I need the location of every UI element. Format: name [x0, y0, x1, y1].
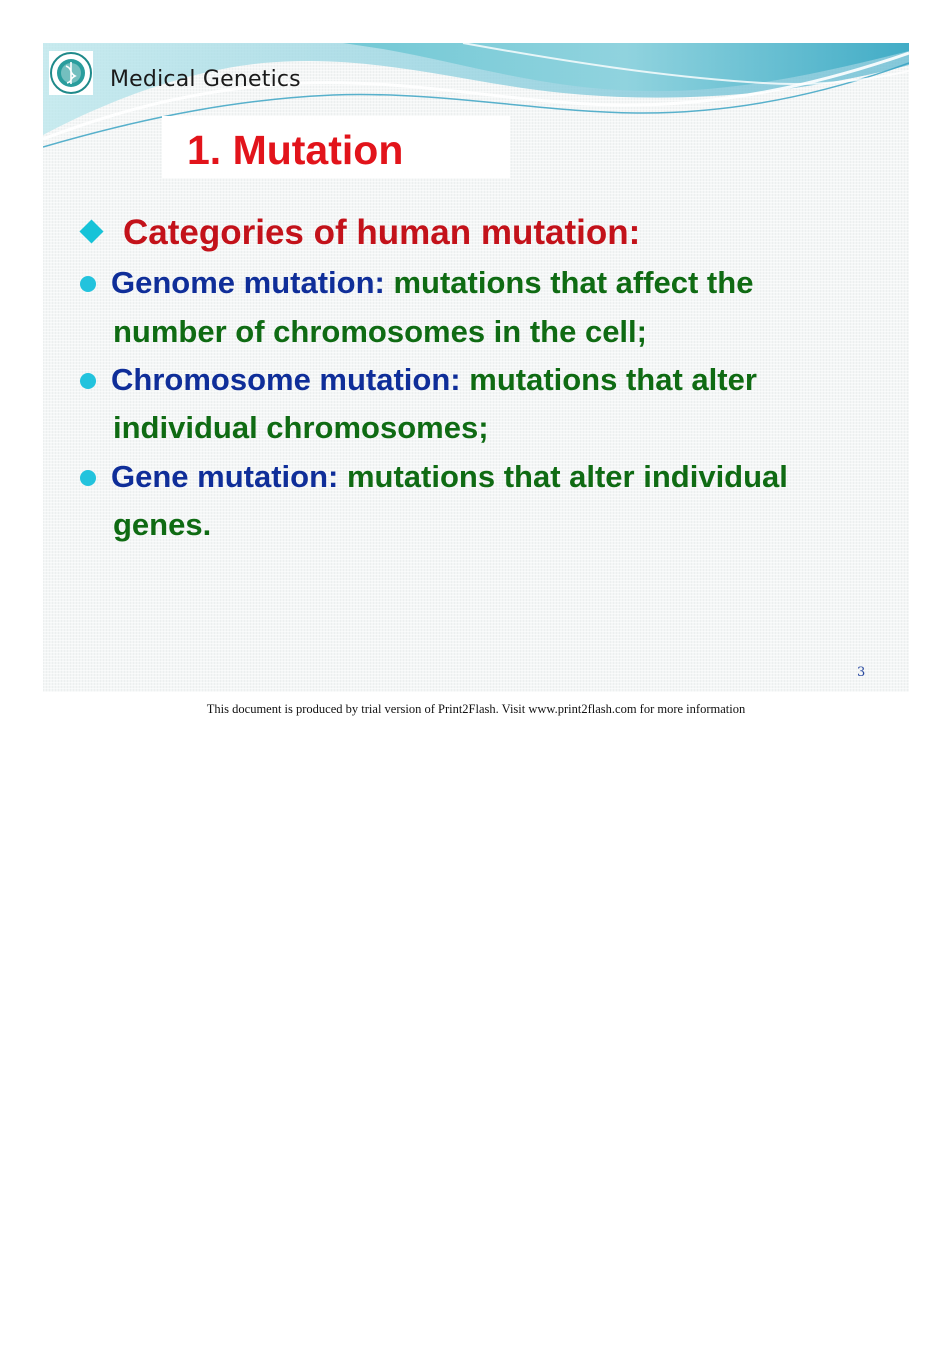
slide-title: 1. Mutation	[187, 127, 404, 173]
category-heading: Categories of human mutation:	[123, 213, 641, 252]
list-item-description: mutations that alter	[469, 362, 757, 397]
list-item-continuation: genes.	[113, 507, 212, 542]
university-seal-icon	[49, 51, 93, 95]
list-item-continuation: number of chromosomes in the cell;	[113, 314, 647, 349]
list-item-line	[111, 265, 753, 301]
page-number: 3	[857, 665, 866, 680]
list-item-term: Gene mutation:	[111, 459, 339, 494]
title-box	[162, 116, 510, 178]
list-item-term: Chromosome mutation:	[111, 362, 461, 397]
bullet-dot-icon	[80, 276, 96, 292]
footer-note: This document is produced by trial version of Print2Flash. Visit www.print2flash.com for more information	[206, 702, 746, 716]
list-item-description: mutations that alter individual	[346, 459, 788, 494]
diamond-bullet-icon	[79, 219, 103, 243]
list-item-line	[111, 362, 757, 398]
header-title: Medical Genetics	[110, 67, 301, 92]
slide	[43, 43, 909, 692]
list-item-line	[111, 459, 788, 495]
bullet-dot-icon	[80, 373, 96, 389]
list-item-continuation: individual chromosomes;	[113, 410, 489, 445]
list-item-term: Genome mutation:	[111, 265, 385, 300]
list-item-description: mutations that affect the	[393, 265, 754, 300]
bullet-dot-icon	[80, 470, 96, 486]
